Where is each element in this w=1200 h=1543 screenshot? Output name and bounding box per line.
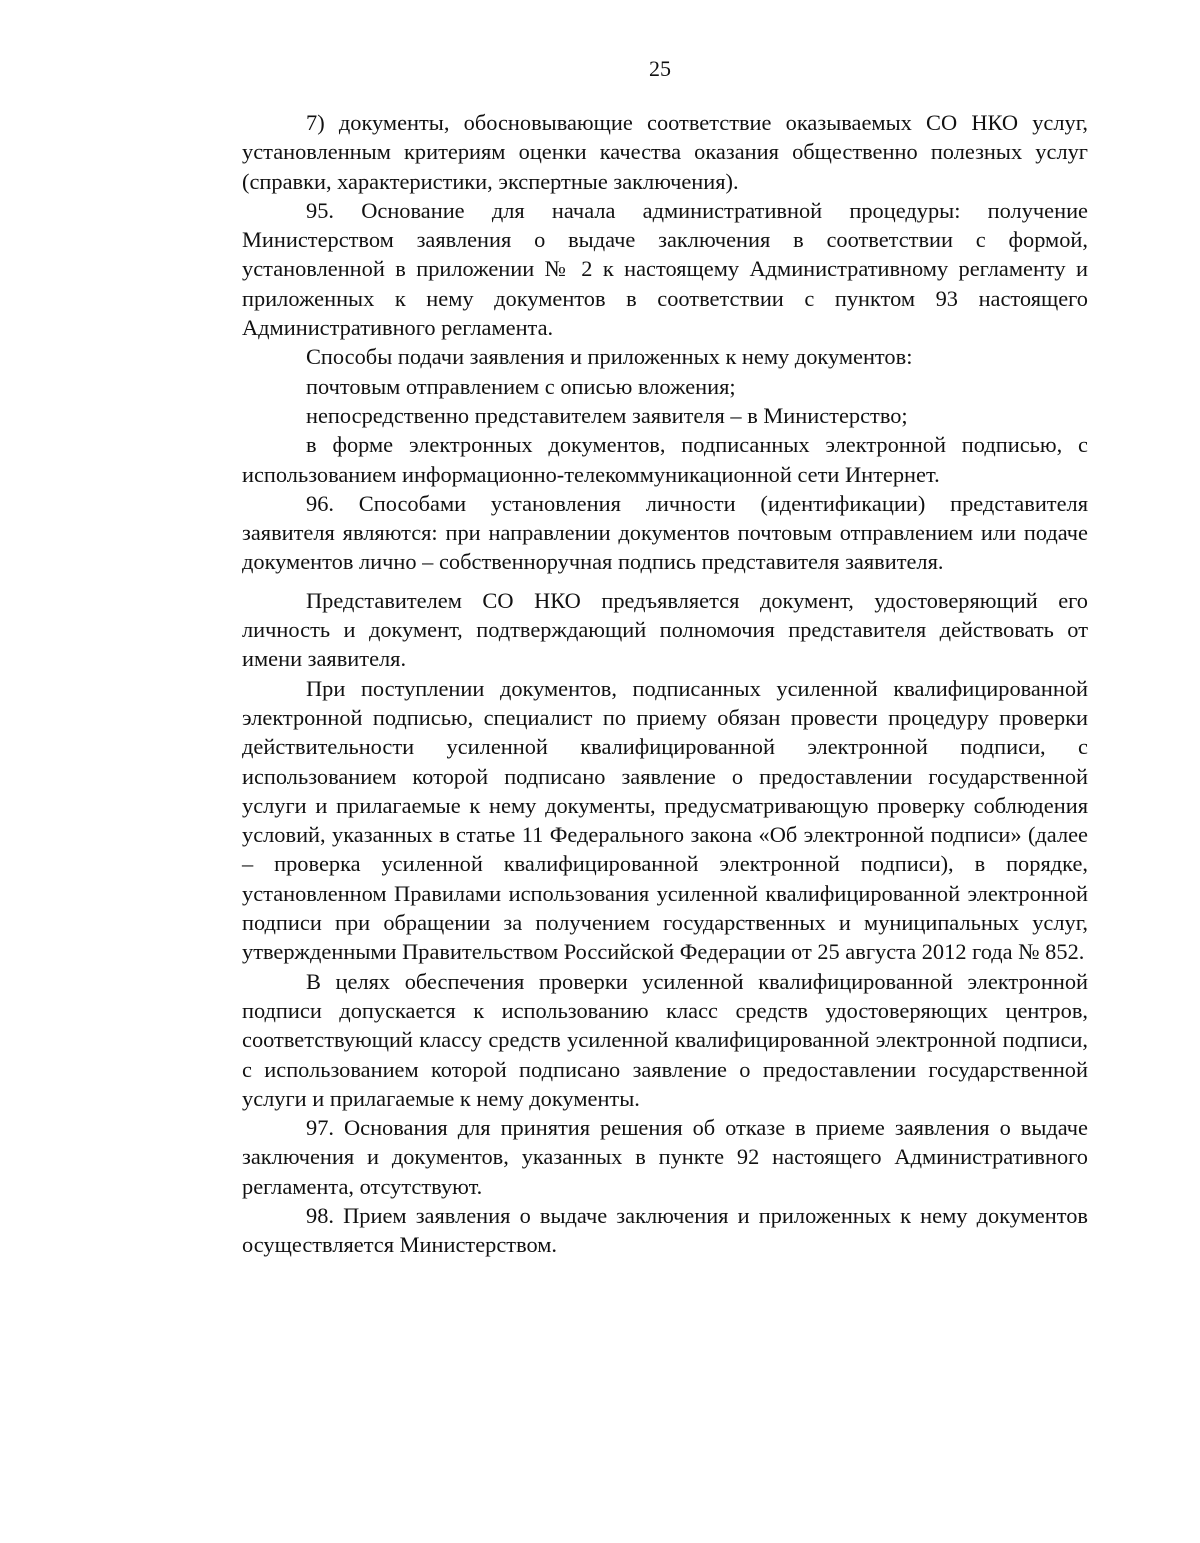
paragraph-96: 96. Способами установления личности (идентификации) представителя заявителя являются: при направлении документов почтовым отправлением или подаче документов лично – собственноручная подпись представителя заявителя. — [242, 490, 1088, 575]
paragraph-95: 95. Основание для начала административной процедуры: получение Министерством заявления о выдаче заключения в соответствии с формой, установленной в приложении № 2 к настоящему Административному регламенту и приложенных к нему документов в соответствии с пунктом 93 настоящего Административного регламента. — [242, 197, 1088, 341]
paragraph-submission-methods: Способы подачи заявления и приложенных к нему документов: — [306, 344, 913, 370]
paragraph-representative: Представителем СО НКО предъявляется документ, удостоверяющий его личность и документ, подтверждающий полномочия представителя действовать от имени заявителя. — [242, 587, 1088, 672]
paragraph-method-direct: непосредственно представителем заявителя – в Министерство; — [306, 402, 908, 428]
paragraph-item-7: 7) документы, обосновывающие соответствие оказываемых СО НКО услуг, установленным критериям оценки качества оказания общественно полезных услуг (справки, характеристики, экспертные заключения). — [242, 110, 1088, 194]
document-body — [242, 108, 1088, 1260]
paragraph-method-electronic: в форме электронных документов, подписанных электронной подписью, с использованием информационно-телекоммуникационной сети Интернет. — [242, 432, 1088, 487]
paragraph-certification-class: В целях обеспечения проверки усиленной квалифицированной электронной подписи допускается к использованию класс средств удостоверяющих центров, соответствующий классу средств усиленной квалифицированной электронной подписи, с использованием которой подписано заявление о предоставлении государственной услуги и прилагаемые к нему документы. — [242, 968, 1088, 1111]
paragraph-97: 97. Основания для принятия решения об отказе в приеме заявления о выдаче заключения и документов, указанных в пункте 92 настоящего Административного регламента, отсутствуют. — [242, 1115, 1088, 1199]
paragraph-method-mail: почтовым отправлением с описью вложения; — [306, 373, 736, 399]
paragraph-98: 98. Прием заявления о выдаче заключения и приложенных к нему документов осуществляется Министерством. — [242, 1202, 1088, 1258]
page-number: 25 — [649, 56, 671, 81]
paragraph-electronic-signature-check: При поступлении документов, подписанных усиленной квалифицированной электронной подписью, специалист по приему обязан провести процедуру проверки действительности усиленной квалифицированной электронной подписи, с использованием которой подписано заявление о предоставлении государственной услуги и прилагаемые к нему документы, предусматривающую проверку соблюдения условий, указанных в статье 11 Федерального закона «Об электронной подписи» (далее – проверка усиленной квалифицированной электронной подписи), в порядке, установленном Правилами использования усиленной квалифицированной электронной подписи при обращении за получением государственных и муниципальных услуг, утвержденными Правительством Российской Федерации от 25 августа 2012 года № 852. — [242, 675, 1088, 965]
